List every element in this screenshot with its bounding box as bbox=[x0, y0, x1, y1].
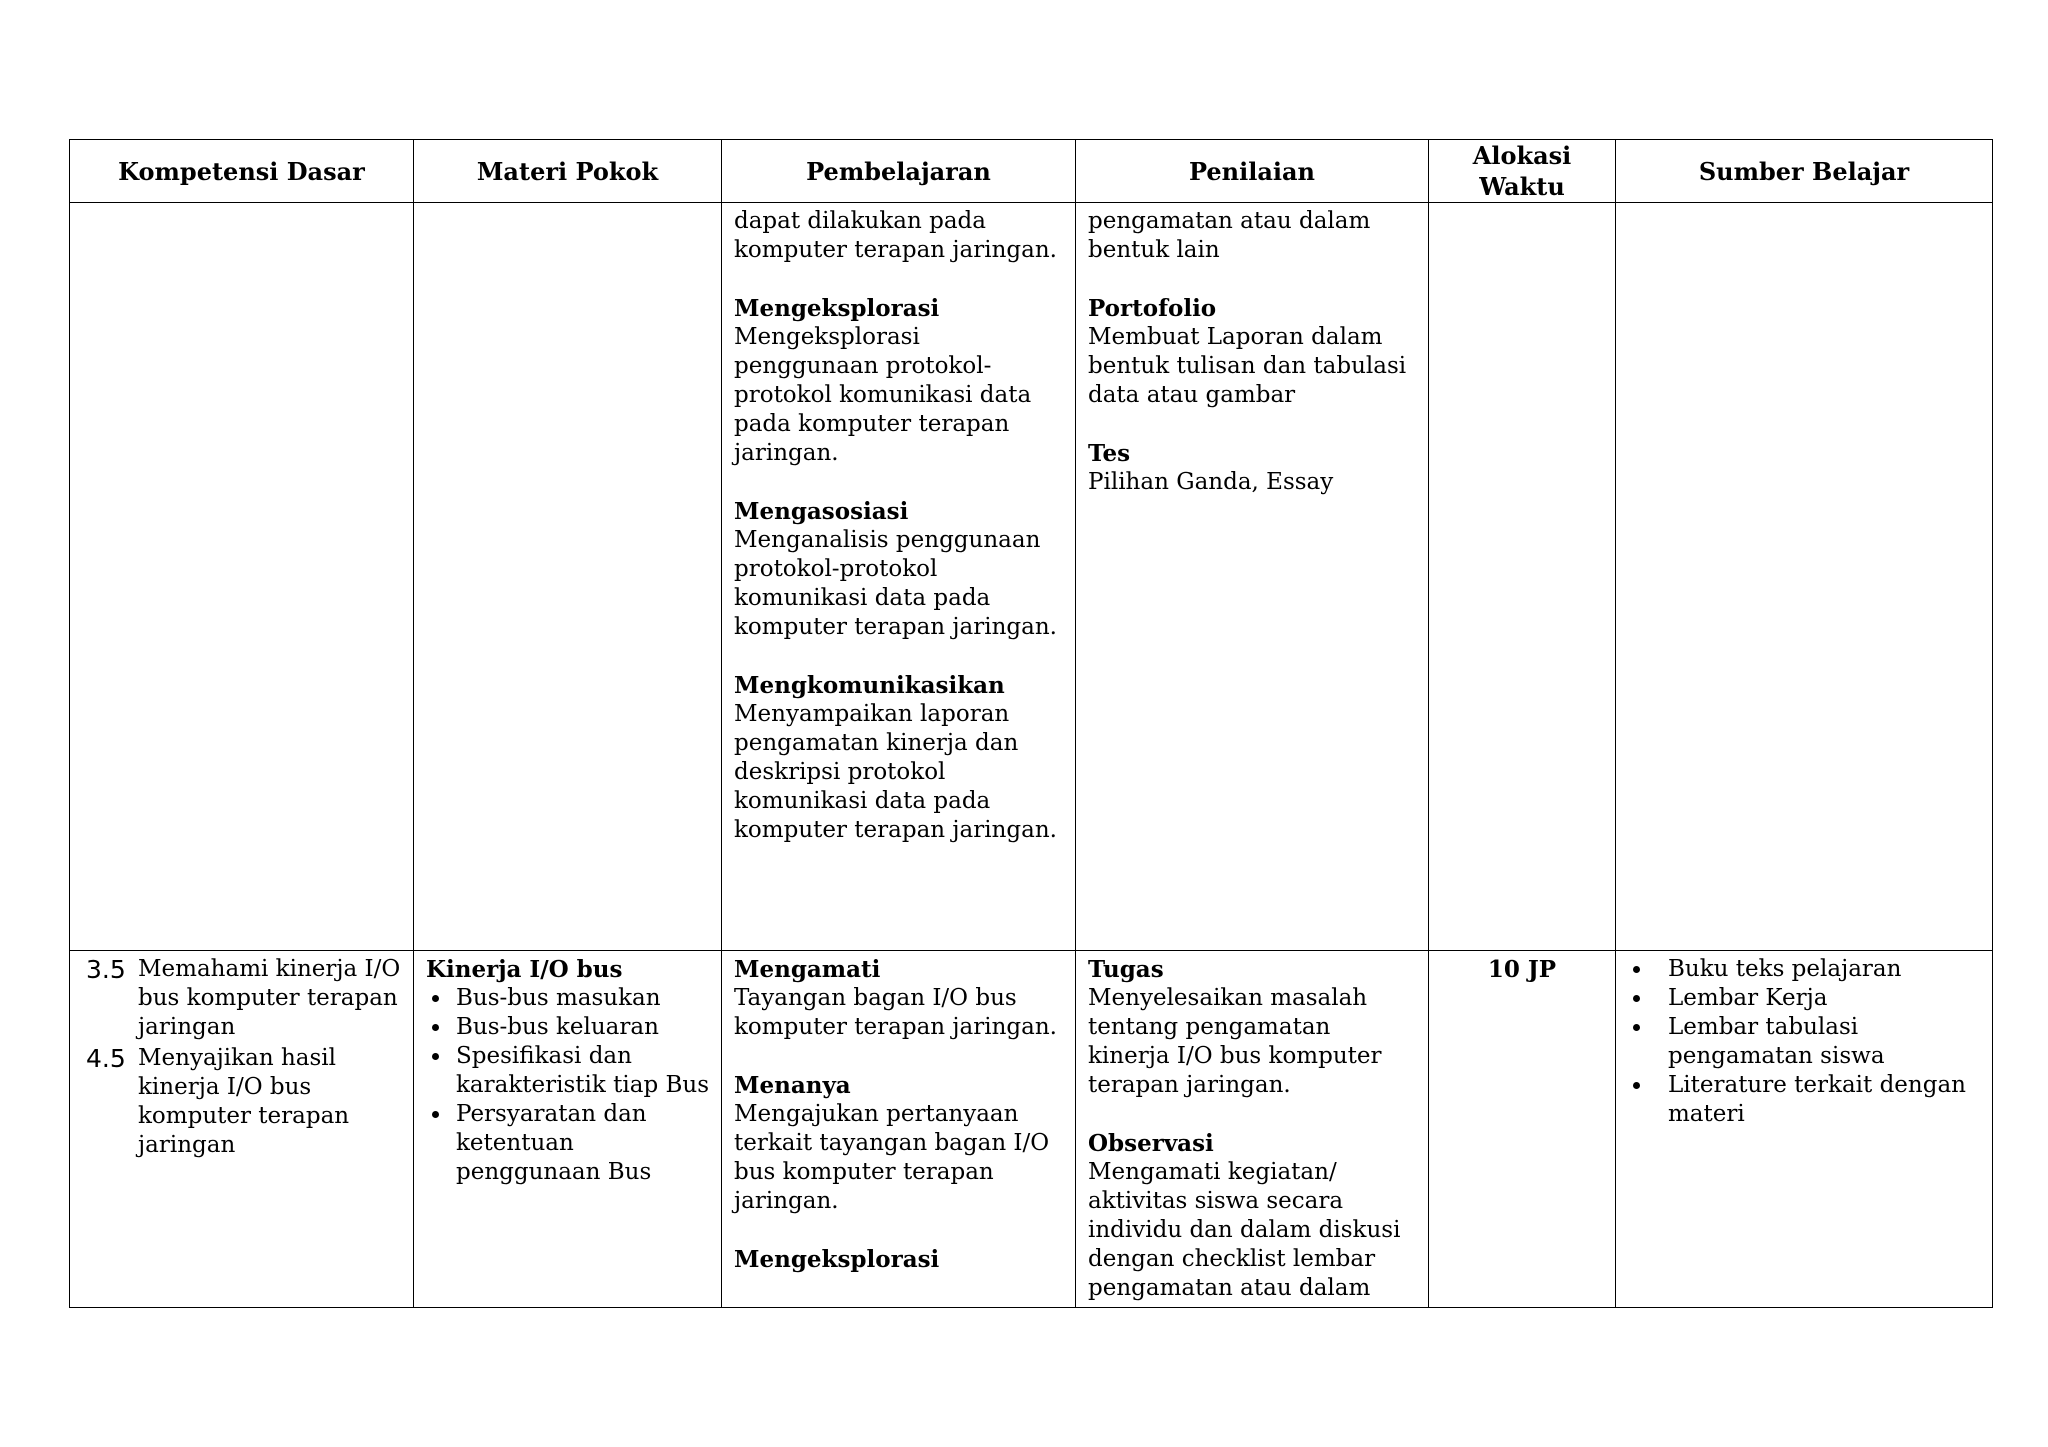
block-heading: Mengamati bbox=[734, 956, 881, 983]
cell-kompetensi-dasar bbox=[70, 203, 414, 951]
alokasi-value: 10 JP bbox=[1487, 956, 1557, 983]
kompetensi-number: 4.5 bbox=[86, 1044, 126, 1073]
kompetensi-item bbox=[86, 955, 405, 1042]
block-heading: Tugas bbox=[1088, 956, 1164, 983]
cell-materi-pokok bbox=[414, 951, 722, 1308]
block-text: Membuat Laporan dalam bentuk tulisan dan tabulasi data atau gambar bbox=[1088, 324, 1407, 408]
pembelajaran-block bbox=[734, 497, 1063, 642]
block-heading: Mengkomunikasikan bbox=[734, 672, 1005, 699]
header-sumber-belajar: Sumber Belajar bbox=[1616, 140, 1993, 203]
kompetensi-number: 3.5 bbox=[86, 955, 126, 984]
kompetensi-item bbox=[86, 1044, 405, 1160]
block-text: Menganalisis penggunaan protokol-protokol komunikasi data pada komputer terapan jaringan. bbox=[734, 527, 1057, 640]
block-heading: Mengeksplorasi bbox=[734, 1246, 940, 1273]
table-header-row bbox=[70, 140, 1993, 203]
list-item: Persyaratan dan ketentuan penggunaan Bus bbox=[426, 1100, 709, 1187]
block-text: Mengajukan pertanyaan terkait tayangan bagan I/O bus komputer terapan jaringan. bbox=[734, 1101, 1050, 1214]
materi-title: Kinerja I/O bus bbox=[426, 956, 623, 983]
block-heading: Mengeksplorasi bbox=[734, 295, 940, 322]
cell-penilaian bbox=[1076, 203, 1429, 951]
penilaian-block bbox=[1088, 955, 1416, 1100]
cell-penilaian bbox=[1076, 951, 1429, 1308]
cell-alokasi-waktu bbox=[1429, 203, 1616, 951]
kompetensi-text: Memahami kinerja I/O bus komputer terapan jaringan bbox=[138, 956, 401, 1040]
header-kompetensi-dasar: Kompetensi Dasar bbox=[70, 140, 414, 203]
block-heading: Mengasosiasi bbox=[734, 498, 909, 525]
list-item: Literature terkait dengan materi bbox=[1620, 1071, 1980, 1129]
pembelajaran-block bbox=[734, 955, 1063, 1042]
block-text: Mengamati kegiatan/ aktivitas siswa secara individu dan dalam diskusi dengan checklist lembar pengamatan atau dalam bbox=[1088, 1159, 1401, 1301]
block-text: Mengeksplorasi penggunaan protokol-protokol komunikasi data pada komputer terapan jaringan. bbox=[734, 324, 1032, 466]
header-pembelajaran: Pembelajaran bbox=[722, 140, 1076, 203]
penilaian-block bbox=[1088, 294, 1416, 410]
penilaian-block bbox=[1088, 1129, 1416, 1303]
cell-alokasi-waktu bbox=[1429, 951, 1616, 1308]
cell-pembelajaran bbox=[722, 203, 1076, 951]
cell-sumber-belajar bbox=[1616, 203, 1993, 951]
header-materi-pokok: Materi Pokok bbox=[414, 140, 722, 203]
block-text: dapat dilakukan pada komputer terapan jaringan. bbox=[734, 208, 1057, 263]
list-item: Lembar Kerja bbox=[1620, 984, 1980, 1013]
list-item: Bus-bus keluaran bbox=[426, 1013, 709, 1042]
cell-pembelajaran bbox=[722, 951, 1076, 1308]
pembelajaran-block bbox=[734, 1071, 1063, 1216]
table-row bbox=[70, 951, 1993, 1308]
syllabus-table bbox=[69, 139, 1993, 1308]
pembelajaran-block bbox=[734, 1245, 1063, 1274]
block-text: Tayangan bagan I/O bus komputer terapan jaringan. bbox=[734, 985, 1057, 1040]
list-item: Bus-bus masukan bbox=[426, 984, 709, 1013]
penilaian-block bbox=[1088, 207, 1416, 265]
pembelajaran-block bbox=[734, 207, 1063, 265]
penilaian-block bbox=[1088, 439, 1416, 497]
cell-materi-pokok bbox=[414, 203, 722, 951]
table-row bbox=[70, 203, 1993, 951]
header-alokasi-waktu: Alokasi Waktu bbox=[1429, 140, 1616, 203]
block-heading: Tes bbox=[1088, 440, 1131, 467]
block-text: Menyampaikan laporan pengamatan kinerja dan deskripsi protokol komunikasi data pada komputer terapan jaringan. bbox=[734, 701, 1057, 843]
list-item: Lembar tabulasi pengamatan siswa bbox=[1620, 1013, 1980, 1071]
cell-sumber-belajar bbox=[1616, 951, 1993, 1308]
pembelajaran-block bbox=[734, 671, 1063, 845]
kompetensi-text: Menyajikan hasil kinerja I/O bus komputer terapan jaringan bbox=[138, 1045, 350, 1158]
block-heading: Menanya bbox=[734, 1072, 851, 1099]
pembelajaran-block bbox=[734, 294, 1063, 468]
block-heading: Observasi bbox=[1088, 1130, 1214, 1157]
block-text: Menyelesaikan masalah tentang pengamatan kinerja I/O bus komputer terapan jaringan. bbox=[1088, 985, 1382, 1098]
materi-list bbox=[426, 984, 709, 1187]
list-item: Buku teks pelajaran bbox=[1620, 955, 1980, 984]
list-item: Spesifikasi dan karakteristik tiap Bus bbox=[426, 1042, 709, 1100]
sumber-list bbox=[1620, 955, 1980, 1129]
block-text: Pilihan Ganda, Essay bbox=[1088, 469, 1334, 495]
block-text: pengamatan atau dalam bentuk lain bbox=[1088, 208, 1371, 263]
header-penilaian: Penilaian bbox=[1076, 140, 1429, 203]
cell-kompetensi-dasar bbox=[70, 951, 414, 1308]
block-heading: Portofolio bbox=[1088, 295, 1217, 322]
